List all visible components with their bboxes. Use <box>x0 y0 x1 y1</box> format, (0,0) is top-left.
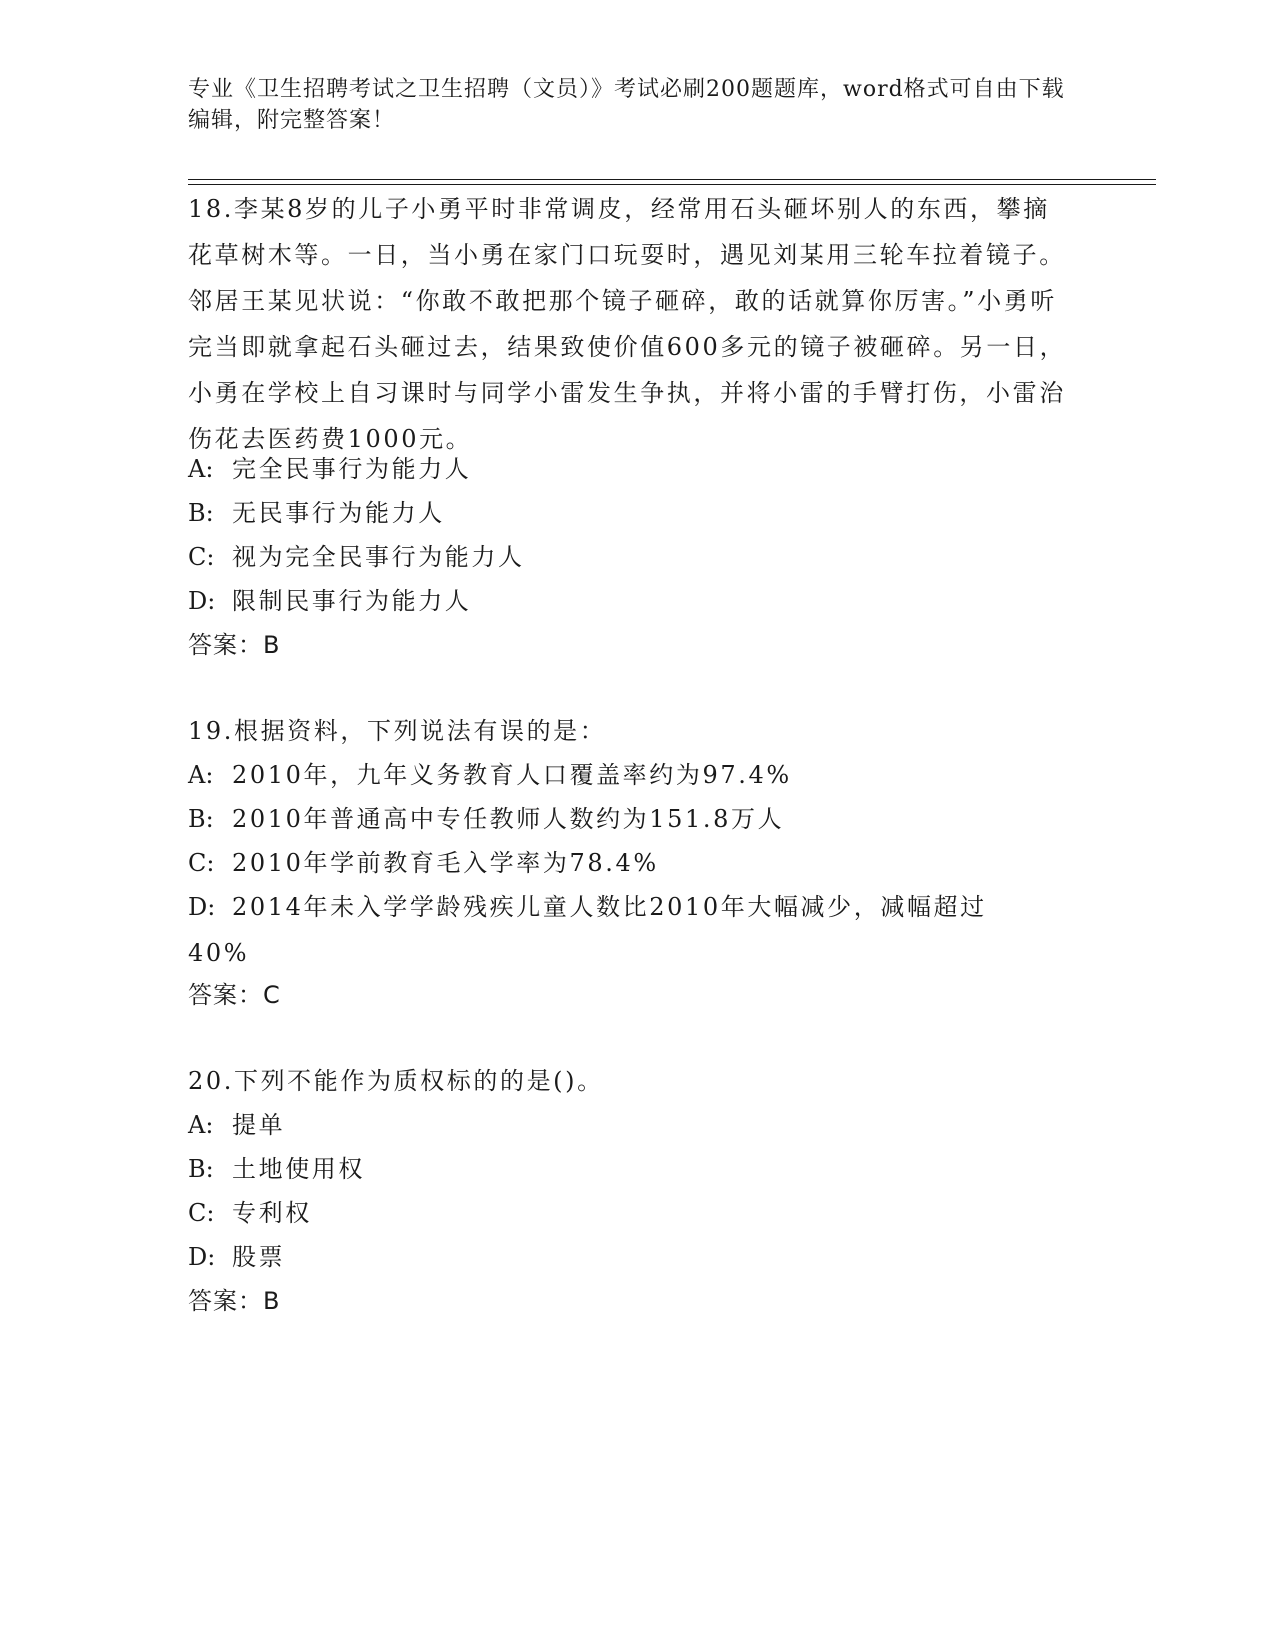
option-text: 2010年普通高中专任教师人数约为151.8万人 <box>232 805 785 833</box>
option-label: B: <box>188 1155 214 1183</box>
option-text: 提单 <box>232 1111 286 1139</box>
option-text: 2010年学前教育毛入学率为78.4% <box>232 849 659 877</box>
option-label: C: <box>188 849 215 877</box>
option-text: 2010年，九年义务教育人口覆盖率约为97.4% <box>232 761 792 789</box>
question-19-option-a <box>188 752 792 798</box>
question-19-option-c <box>188 840 659 886</box>
question-20-stem: 20.下列不能作为质权标的的是()。 <box>188 1067 604 1095</box>
question-20-option-d <box>188 1234 285 1280</box>
option-label: C: <box>188 1199 215 1227</box>
question-20-answer: 答案：B <box>188 1287 281 1315</box>
option-label: A: <box>188 455 214 483</box>
header-divider-bottom <box>188 184 1156 185</box>
option-label: B: <box>188 805 214 833</box>
question-19-option-d <box>188 884 1038 976</box>
question-18-stem: 18.李某8岁的儿子小勇平时非常调皮，经常用石头砸坏别人的东西，攀摘花草树木等。一日，当小勇在家门口玩耍时，遇见刘某用三轮车拉着镜子。邻居王某见状说：“你敢不敢把那个镜子砸碎，敢的话就算你厉害。”小勇听完当即就拿起石头砸过去，结果致使价值600多元的镜子被砸碎。另一日，小勇在学校上自习课时与同学小雷发生争执，并将小雷的手臂打伤，小雷治伤花去医药费1000元。 <box>188 195 1067 453</box>
option-text: 无民事行为能力人 <box>232 499 445 527</box>
question-19-answer: 答案：C <box>188 981 281 1009</box>
option-text: 完全民事行为能力人 <box>232 455 472 483</box>
option-text: 2014年未入学学龄残疾儿童人数比2010年大幅减少，减幅超过40% <box>188 893 987 967</box>
option-label: A: <box>188 1111 214 1139</box>
header-divider-top <box>188 179 1156 180</box>
question-18-option-d <box>188 578 471 624</box>
option-label: B: <box>188 499 214 527</box>
option-text: 视为完全民事行为能力人 <box>232 543 525 571</box>
question-20-option-b <box>188 1146 365 1192</box>
question-18-answer: 答案：B <box>188 631 281 659</box>
question-18-option-b <box>188 490 445 536</box>
document-header-note: 专业《卫生招聘考试之卫生招聘（文员）》考试必刷200题题库，word格式可自由下载编辑，附完整答案！ <box>188 77 1065 133</box>
option-label: C: <box>188 543 215 571</box>
question-18-option-c <box>188 534 525 580</box>
question-19-stem: 19.根据资料，下列说法有误的是： <box>188 717 607 745</box>
option-label: D: <box>188 587 216 615</box>
option-text: 股票 <box>232 1243 286 1271</box>
question-19-option-b <box>188 796 784 842</box>
question-20-option-a <box>188 1102 285 1148</box>
option-text: 土地使用权 <box>232 1155 365 1183</box>
option-text: 专利权 <box>232 1199 312 1227</box>
option-label: A: <box>188 761 214 789</box>
option-text: 限制民事行为能力人 <box>232 587 472 615</box>
option-label: D: <box>188 893 216 921</box>
question-20-option-c <box>188 1190 312 1236</box>
question-18-option-a <box>188 446 471 492</box>
option-label: D: <box>188 1243 216 1271</box>
